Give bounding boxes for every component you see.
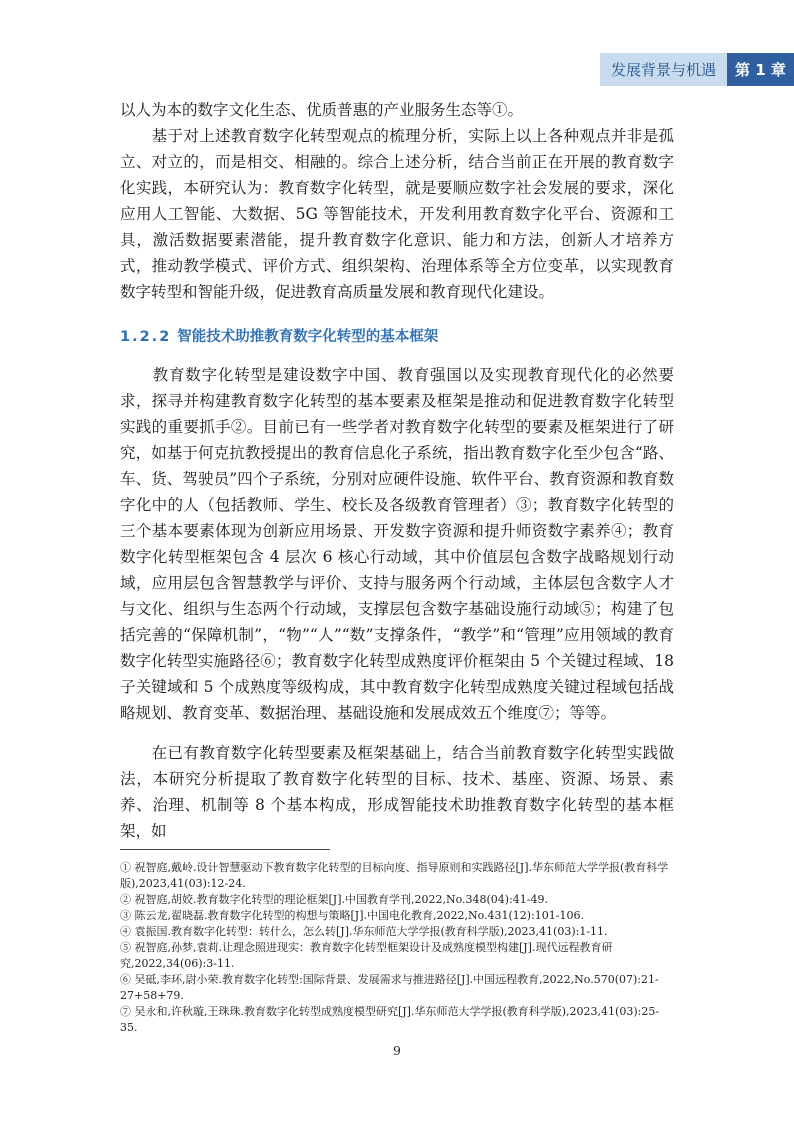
- footnote-3: ③ 陈云龙,翟晓磊.教育数字化转型的构想与策略[J].中国电化教育,2022,No.431(12):101-106.: [120, 909, 585, 922]
- header-chapter-label: 第 1 章: [727, 53, 794, 86]
- footnote-6: ⑥ 吴砥,李环,尉小荣.教育数字化转型:国际背景、发展需求与推进路径[J].中国远程教育,2022,No.570(07):21-27+58+79.: [120, 973, 659, 1002]
- footnote-divider: [120, 849, 330, 850]
- paragraph-2: 基于对上述教育数字化转型观点的梳理分析，实际上以上各种观点并非是孤立、对立的，而是相交、相融的。综合上述分析，结合当前正在开展的教育数字化实践，本研究认为：教育数字化转型，就是要顺应数字社会发展的要求，深化应用人工智能、大数据、5G 等智能技术，开发利用教育数字化平台、资源和工具，激活数据要素潜能，提升教育数字化意识、能力和方法，创新人才培养方式，推动教学模式、评价方式、组织架构、治理体系等全方位变革，以实现教育数字转型和智能升级，促进教育高质量发展和教育现代化建设。: [120, 127, 674, 301]
- page-number: 9: [393, 1044, 401, 1058]
- footnote-4: ④ 袁振国.教育数字化转型：转什么，怎么转[J].华东师范大学学报(教育科学版),2023,41(03):1-11.: [120, 925, 608, 938]
- paragraph-4: 在已有教育数字化转型要素及框架基础上，结合当前教育数字化转型实践做法，本研究分析提取了教育数字化转型的目标、技术、基座、资源、场景、素养、治理、机制等 8 个基本构成，形成智能技术助推教育数字化转型的基本框架，如: [120, 744, 674, 840]
- section-heading-title: 智能技术助推教育数字化转型的基本框架: [177, 329, 439, 345]
- footnote-2: ② 祝智庭,胡姣.教育数字化转型的理论框架[J].中国教育学刊,2022,No.348(04):41-49.: [120, 893, 549, 906]
- section-heading-number: 1.2.2: [120, 329, 172, 345]
- footnote-1: ① 祝智庭,戴岭.设计智慧驱动下教育数字化转型的目标向度、指导原则和实践路径[J].华东师范大学学报(教育科学版),2023,41(03):12-24.: [120, 861, 669, 890]
- footnote-5: ⑤ 祝智庭,孙梦,袁莉.让理念照进现实：教育数字化转型框架设计及成熟度模型构建[J].现代远程教育研究,2022,34(06):3-11.: [120, 941, 613, 970]
- paragraph-3: 教育数字化转型是建设数字中国、教育强国以及实现教育现代化的必然要求，探寻并构建教育数字化转型的基本要素及框架是推动和促进教育数字化转型实践的重要抓手②。目前已有一些学者对教育数字化转型的要素及框架进行了研究，如基于何克抗教授提出的教育信息化子系统，指出教育数字化至少包含“路、车、货、驾驶员”四个子系统，分别对应硬件设施、软件平台、教育资源和教育数字化中的人（包括教师、学生、校长及各级教育管理者）③；教育数字化转型的三个基本要素体现为创新应用场景、开发数字资源和提升师资数字素养④；教育数字化转型框架包含 4 层次 6 核心行动域，其中价值层包含数字战略规划行动域，应用层包含智慧教学与评价、支持与服务两个行动域，主体层包含数字人才与文化、组织与生态两个行动域，支撑层包含数字基础设施行动域⑤；构建了包括完善的“保障机制”，“物”“人”“数”支撑条件，“教学”和“管理”应用领域的教育数字化转型实施路径⑥；教育数字化转型成熟度评价框架由 5 个关键过程域、18 子关键域和 5 个成熟度等级构成，其中教育数字化转型成熟度关键过程域包括战略规划、教育变革、数据治理、基础设施和发展成效五个维度⑦；等等。: [120, 366, 674, 722]
- paragraph-1: 以人为本的数字文化生态、优质普惠的产业服务生态等①。: [120, 101, 524, 119]
- header-section-label: 发展背景与机遇: [600, 53, 727, 86]
- footnote-7: ⑦ 吴永和,许秋璇,王珠珠.教育数字化转型成熟度模型研究[J].华东师范大学学报(教育科学版),2023,41(03):25-35.: [120, 1005, 660, 1034]
- section-heading: [120, 325, 438, 346]
